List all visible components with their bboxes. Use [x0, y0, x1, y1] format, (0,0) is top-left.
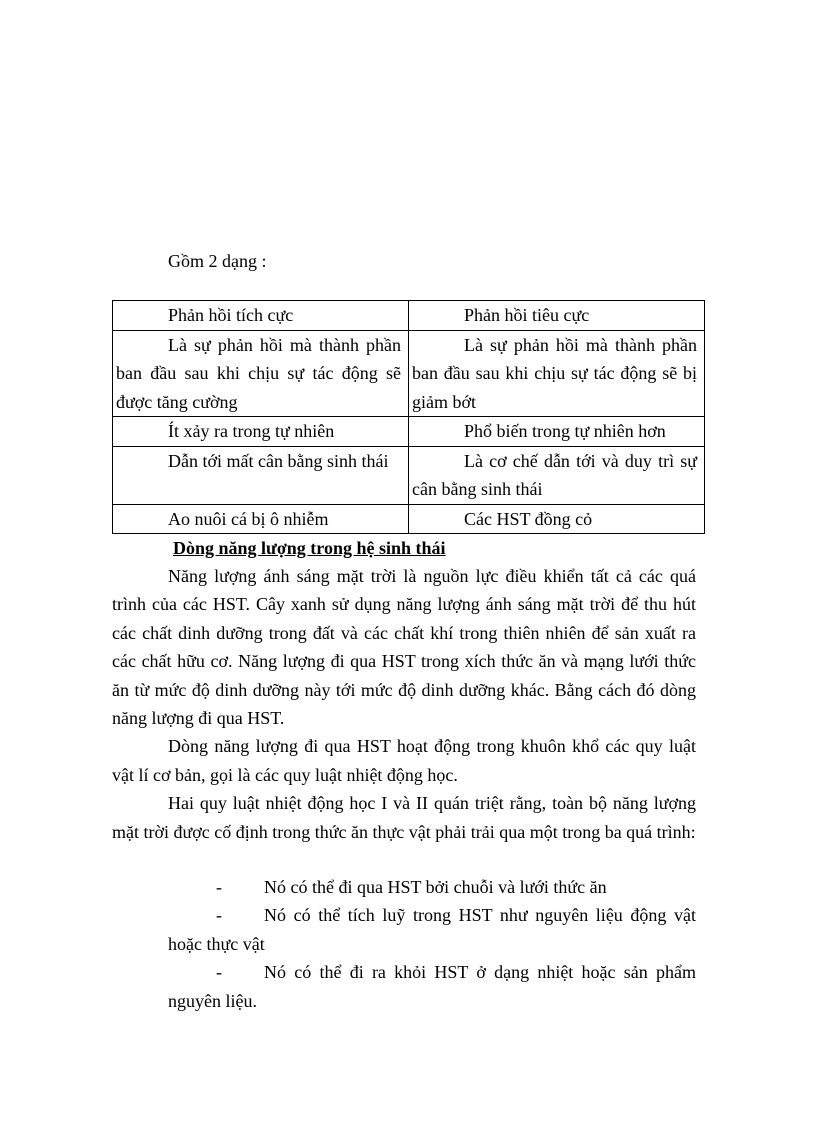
table-cell: Là cơ chế dẫn tới và duy trì sự cân bằng sinh thái — [409, 446, 705, 504]
table-row — [113, 446, 705, 504]
table-header-positive: Phản hồi tích cực — [113, 301, 409, 331]
list-item — [168, 901, 696, 958]
bullet-dash: - — [216, 962, 222, 983]
table-cell: Ao nuôi cá bị ô nhiễm — [113, 504, 409, 534]
intro-text: Gồm 2 dạng : — [168, 251, 267, 271]
table-cell: Dẫn tới mất cân bằng sinh thái — [113, 446, 409, 504]
list-item — [168, 873, 696, 901]
table-cell: Là sự phản hồi mà thành phần ban đầu sau khi chịu sự tác động sẽ bị giảm bớt — [409, 330, 705, 417]
list-item-text: Nó có thể tích luỹ trong HST như nguyên liệu động vật hoặc thực vật — [168, 905, 696, 954]
table-header-negative: Phản hồi tiêu cực — [409, 301, 705, 331]
paragraph: Dòng năng lượng đi qua HST hoạt động trong khuôn khổ các quy luật vật lí cơ bản, gọi là các quy luật nhiệt động học. — [112, 736, 696, 785]
bullet-dash: - — [216, 877, 222, 897]
table-row — [113, 504, 705, 534]
table-row — [113, 417, 705, 447]
list-item-text: Nó có thể đi qua HST bởi chuỗi và lưới thức ăn — [264, 877, 607, 897]
section-heading: Dòng năng lượng trong hệ sinh thái — [173, 538, 446, 558]
table-row — [113, 330, 705, 417]
list-item — [168, 958, 696, 1015]
section-body — [112, 562, 696, 846]
list-item-text: Nó có thể đi ra khỏi HST ở dạng nhiệt hoặc sản phẩm nguyên liệu. — [168, 962, 696, 1011]
feedback-comparison-table — [112, 300, 705, 534]
bullet-dash: - — [216, 905, 222, 926]
paragraph: Năng lượng ánh sáng mặt trời là nguồn lực điều khiển tất cả các quá trình của các HST. Cây xanh sử dụng năng lượng ánh sáng mặt trời để thu hút các chất dinh dưỡng trong đất và các chất khí trong thiên nhiên để sản xuất ra các chất hữu cơ. Năng lượng đi qua HST trong xích thức ăn và mạng lưới thức ăn từ mức độ dinh dưỡng này tới mức độ dinh dưỡng khác. Bằng cách đó dòng năng lượng đi qua HST. — [112, 566, 696, 729]
table-cell: Ít xảy ra trong tự nhiên — [113, 417, 409, 447]
paragraph: Hai quy luật nhiệt động học I và II quán triệt rằng, toàn bộ năng lượng mặt trời được cố định trong thức ăn thực vật phải trải qua một trong ba quá trình: — [112, 793, 696, 842]
table-cell: Các HST đồng cỏ — [409, 504, 705, 534]
table-header-row — [113, 301, 705, 331]
bullet-list — [168, 873, 696, 1015]
table-cell: Là sự phản hồi mà thành phần ban đầu sau khi chịu sự tác động sẽ được tăng cường — [113, 330, 409, 417]
table-cell: Phổ biến trong tự nhiên hơn — [409, 417, 705, 447]
